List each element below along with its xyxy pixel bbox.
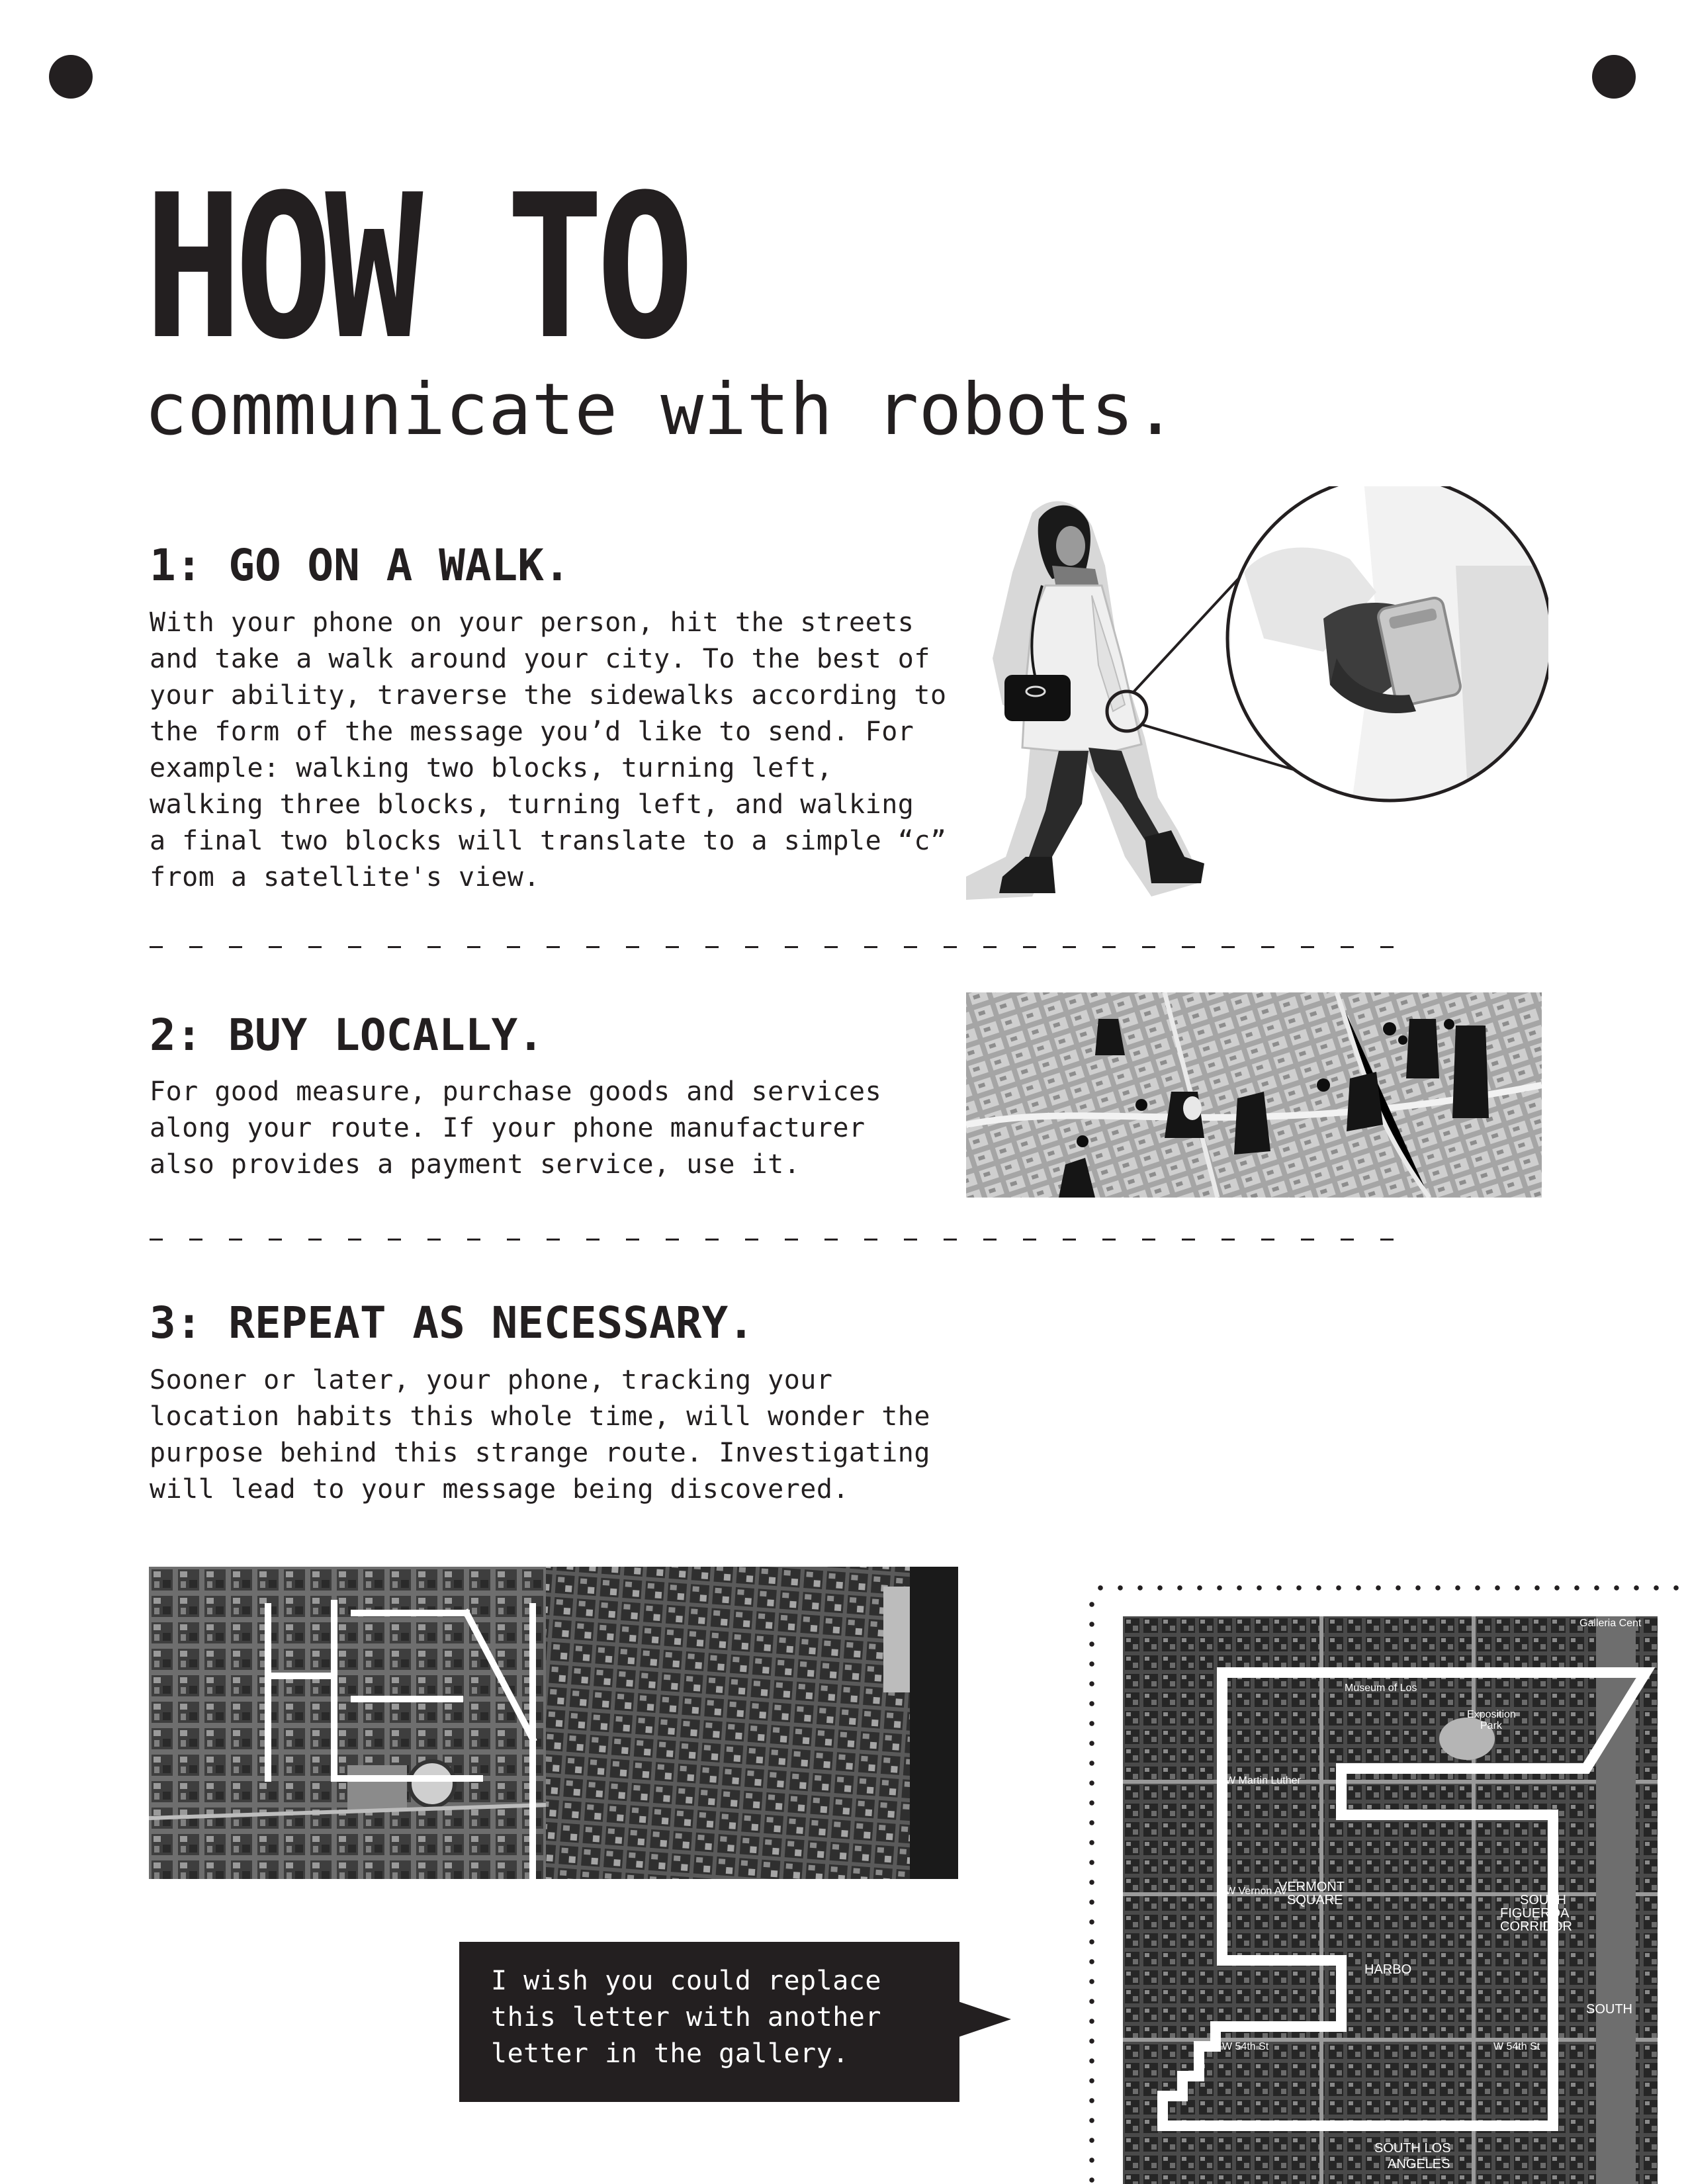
satellite-s-map xyxy=(1123,1616,1658,2184)
map-label-corridor: CORRIDOR xyxy=(1500,1919,1572,1934)
page-title: HOW TO xyxy=(144,152,687,383)
map-label-square: SQUARE xyxy=(1287,1893,1343,1907)
step-2-body: For good measure, purchase goods and services along your route. If your phone manufacturer also provides a payment service, use it. xyxy=(150,1076,882,1180)
map-label-angeles: ANGELES xyxy=(1388,2157,1450,2171)
map-label-vernon: W Vernon Av xyxy=(1225,1886,1287,1897)
step-3-heading: 3: REPEAT AS NECESSARY. xyxy=(150,1297,754,1348)
map-label-martin-luther: W Martin Luther xyxy=(1225,1775,1301,1786)
speech-bubble-text: I wish you could replace this letter with another letter in the gallery. xyxy=(491,1966,881,2069)
dotted-frame-left xyxy=(1089,1594,1094,2184)
corner-dot-left xyxy=(49,55,93,99)
map-label-galleria: Galleria Cent xyxy=(1579,1618,1642,1629)
divider-2 xyxy=(150,1239,1394,1241)
corner-dot-right xyxy=(1592,55,1636,99)
pinned-map-photo xyxy=(966,992,1542,1198)
speech-bubble-tail xyxy=(958,2001,1011,2037)
walker-illustration xyxy=(953,486,1548,916)
map-label-vermont: VERMONT xyxy=(1278,1880,1345,1894)
map-label-south-los: SOUTH LOS xyxy=(1374,2141,1451,2156)
map-label-south-right: SOUTH xyxy=(1586,2002,1632,2017)
step-3-body: Sooner or later, your phone, tracking your location habits this whole time, will wonder the purpose behind this strange route. Investigating will lead to your message being discovered. xyxy=(150,1365,930,1505)
speech-bubble xyxy=(459,1942,959,2102)
map-label-w54-right: W 54th St xyxy=(1493,2041,1540,2052)
map-label-exposition: Exposition xyxy=(1467,1709,1516,1720)
dotted-frame-top xyxy=(1090,1585,1688,1591)
map-label-figueroa: FIGUEROA xyxy=(1500,1906,1570,1921)
divider-1 xyxy=(150,946,1394,948)
map-label-south: SOUTH xyxy=(1520,1893,1566,1907)
satellite-hey-map xyxy=(149,1567,958,1879)
page-subtitle: communicate with robots. xyxy=(144,369,1177,451)
map-label-harbor: HARBO xyxy=(1364,1962,1412,1977)
map-label-park: Park xyxy=(1480,1720,1502,1731)
step-2-heading: 2: BUY LOCALLY. xyxy=(150,1010,545,1061)
map-label-museum: Museum of Los xyxy=(1345,1682,1417,1694)
map-label-w54-left: W 54th St xyxy=(1222,2041,1269,2052)
step-1-body: With your phone on your person, hit the streets and take a walk around your city. To the best of your ability, traverse the sidewalks according to the form of the message you’d like to send. For example: walking two blocks, turning left, walking three blocks, turning left, and walking a final two blocks will translate to a simple “c” from a satellite's view. xyxy=(150,607,947,893)
step-1-heading: 1: GO ON A WALK. xyxy=(150,540,570,591)
